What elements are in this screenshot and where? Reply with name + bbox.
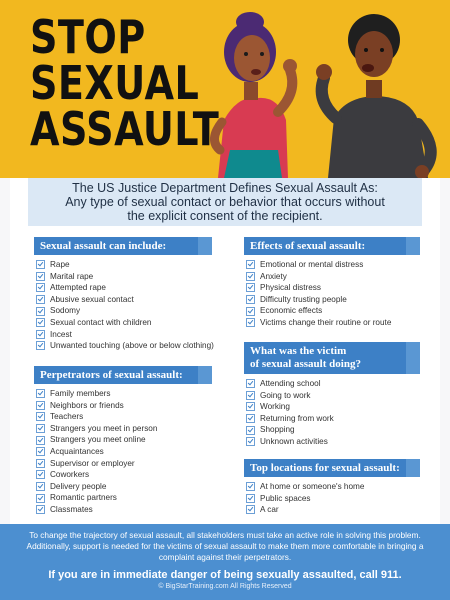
perpetrators-list (36, 388, 157, 516)
list-item: Classmates (36, 504, 157, 516)
list-item: Supervisor or employer (36, 458, 157, 470)
header-banner (0, 0, 450, 178)
list-item: Romantic partners (36, 492, 157, 504)
title-line-3: ASSAULT (30, 102, 220, 156)
checkbox-icon (36, 470, 45, 479)
list-item: Emotional or mental distress (246, 259, 391, 271)
checkbox-icon (36, 494, 45, 503)
victim-activities-list (246, 378, 334, 448)
section-heading-perpetrators: Perpetrators of sexual assault: (34, 366, 212, 384)
checkbox-icon (246, 505, 255, 514)
list-item: Neighbors or friends (36, 400, 157, 412)
list-item: Rape (36, 259, 214, 271)
checkbox-icon (246, 379, 255, 388)
chevron-icon (198, 366, 212, 384)
section-heading-locations: Top locations for sexual assault: (244, 459, 420, 477)
woman-figure (214, 12, 297, 178)
list-item: Anxiety (246, 271, 391, 283)
list-item: Returning from work (246, 413, 334, 425)
list-item: Incest (36, 329, 214, 341)
checkbox-icon (246, 414, 255, 423)
checkbox-icon (246, 272, 255, 281)
list-item: Unwanted touching (above or below clothing) (36, 340, 214, 352)
list-item: Unknown activities (246, 436, 334, 448)
checkbox-icon (36, 260, 45, 269)
list-item: Physical distress (246, 282, 391, 294)
checkbox-icon (36, 330, 45, 339)
list-item: Coworkers (36, 469, 157, 481)
footer-banner (0, 524, 450, 600)
list-item: Attempted rape (36, 282, 214, 294)
definition-line-2: the explicit consent of the recipient. (127, 209, 323, 223)
list-item: Abusive sexual contact (36, 294, 214, 306)
list-item: Marital rape (36, 271, 214, 283)
footer-paragraph: To change the trajectory of sexual assault, all stakeholders must take an active role in solving this problem. Additionally, support is needed for the victims of sexual assault to make them more comfortable in bringing a complaint against their perpetrators. (26, 530, 424, 562)
chevron-icon (406, 342, 420, 374)
definition-box (28, 178, 422, 226)
locations-list (246, 481, 364, 516)
list-item: Strangers you meet in person (36, 423, 157, 435)
list-item: A car (246, 504, 364, 516)
list-item: Family members (36, 388, 157, 400)
list-item: At home or someone's home (246, 481, 364, 493)
definition-title: The US Justice Department Defines Sexual Assault As: (72, 181, 378, 195)
section-heading-effects: Effects of sexual assault: (244, 237, 420, 255)
chevron-icon (198, 237, 212, 255)
checkbox-icon (246, 494, 255, 503)
checkbox-icon (36, 505, 45, 514)
checkbox-icon (36, 447, 45, 456)
list-item: Strangers you meet online (36, 434, 157, 446)
checkbox-icon (246, 295, 255, 304)
list-item: Public spaces (246, 493, 364, 505)
arguing-people-illustration (178, 0, 450, 178)
checkbox-icon (36, 283, 45, 292)
list-item: Delivery people (36, 481, 157, 493)
copyright-notice: © BigStarTraining.com All Rights Reserved (158, 583, 292, 590)
checkbox-icon (36, 272, 45, 281)
checkbox-icon (36, 436, 45, 445)
checkbox-icon (246, 426, 255, 435)
list-item: Difficulty trusting people (246, 294, 391, 306)
chevron-icon (406, 459, 420, 477)
man-figure (316, 14, 431, 178)
title-line-1: STOP (30, 10, 146, 64)
checkbox-icon (36, 389, 45, 398)
list-item: Teachers (36, 411, 157, 423)
checkbox-icon (246, 318, 255, 327)
checkbox-icon (36, 318, 45, 327)
checkbox-icon (246, 283, 255, 292)
effects-list (246, 259, 391, 329)
checkbox-icon (246, 391, 255, 400)
checkbox-icon (36, 482, 45, 491)
checkbox-icon (36, 401, 45, 410)
checkbox-icon (36, 424, 45, 433)
checkbox-icon (36, 412, 45, 421)
checkbox-icon (246, 260, 255, 269)
section-heading-include: Sexual assault can include: (34, 237, 212, 255)
checkbox-icon (246, 482, 255, 491)
checkbox-icon (246, 307, 255, 316)
definition-line-1: Any type of sexual contact or behavior that occurs without (65, 195, 385, 209)
list-item: Acquaintances (36, 446, 157, 458)
checkbox-icon (246, 437, 255, 446)
title-line-2: SEXUAL (30, 56, 200, 110)
section-heading-victim: What was the victim of sexual assault doing? (244, 342, 420, 374)
checkbox-icon (36, 341, 45, 350)
checkbox-icon (36, 295, 45, 304)
chevron-icon (406, 237, 420, 255)
checkbox-icon (246, 402, 255, 411)
checkbox-icon (36, 459, 45, 468)
list-item: Working (246, 401, 334, 413)
emergency-message: If you are in immediate danger of being sexually assaulted, call 911. (48, 569, 402, 581)
list-item: Sodomy (36, 305, 214, 317)
list-item: Economic effects (246, 305, 391, 317)
list-item: Shopping (246, 424, 334, 436)
include-list (36, 259, 214, 352)
list-item: Victims change their routine or route (246, 317, 391, 329)
list-item: Going to work (246, 390, 334, 402)
list-item: Attending school (246, 378, 334, 390)
list-item: Sexual contact with children (36, 317, 214, 329)
checkbox-icon (36, 307, 45, 316)
